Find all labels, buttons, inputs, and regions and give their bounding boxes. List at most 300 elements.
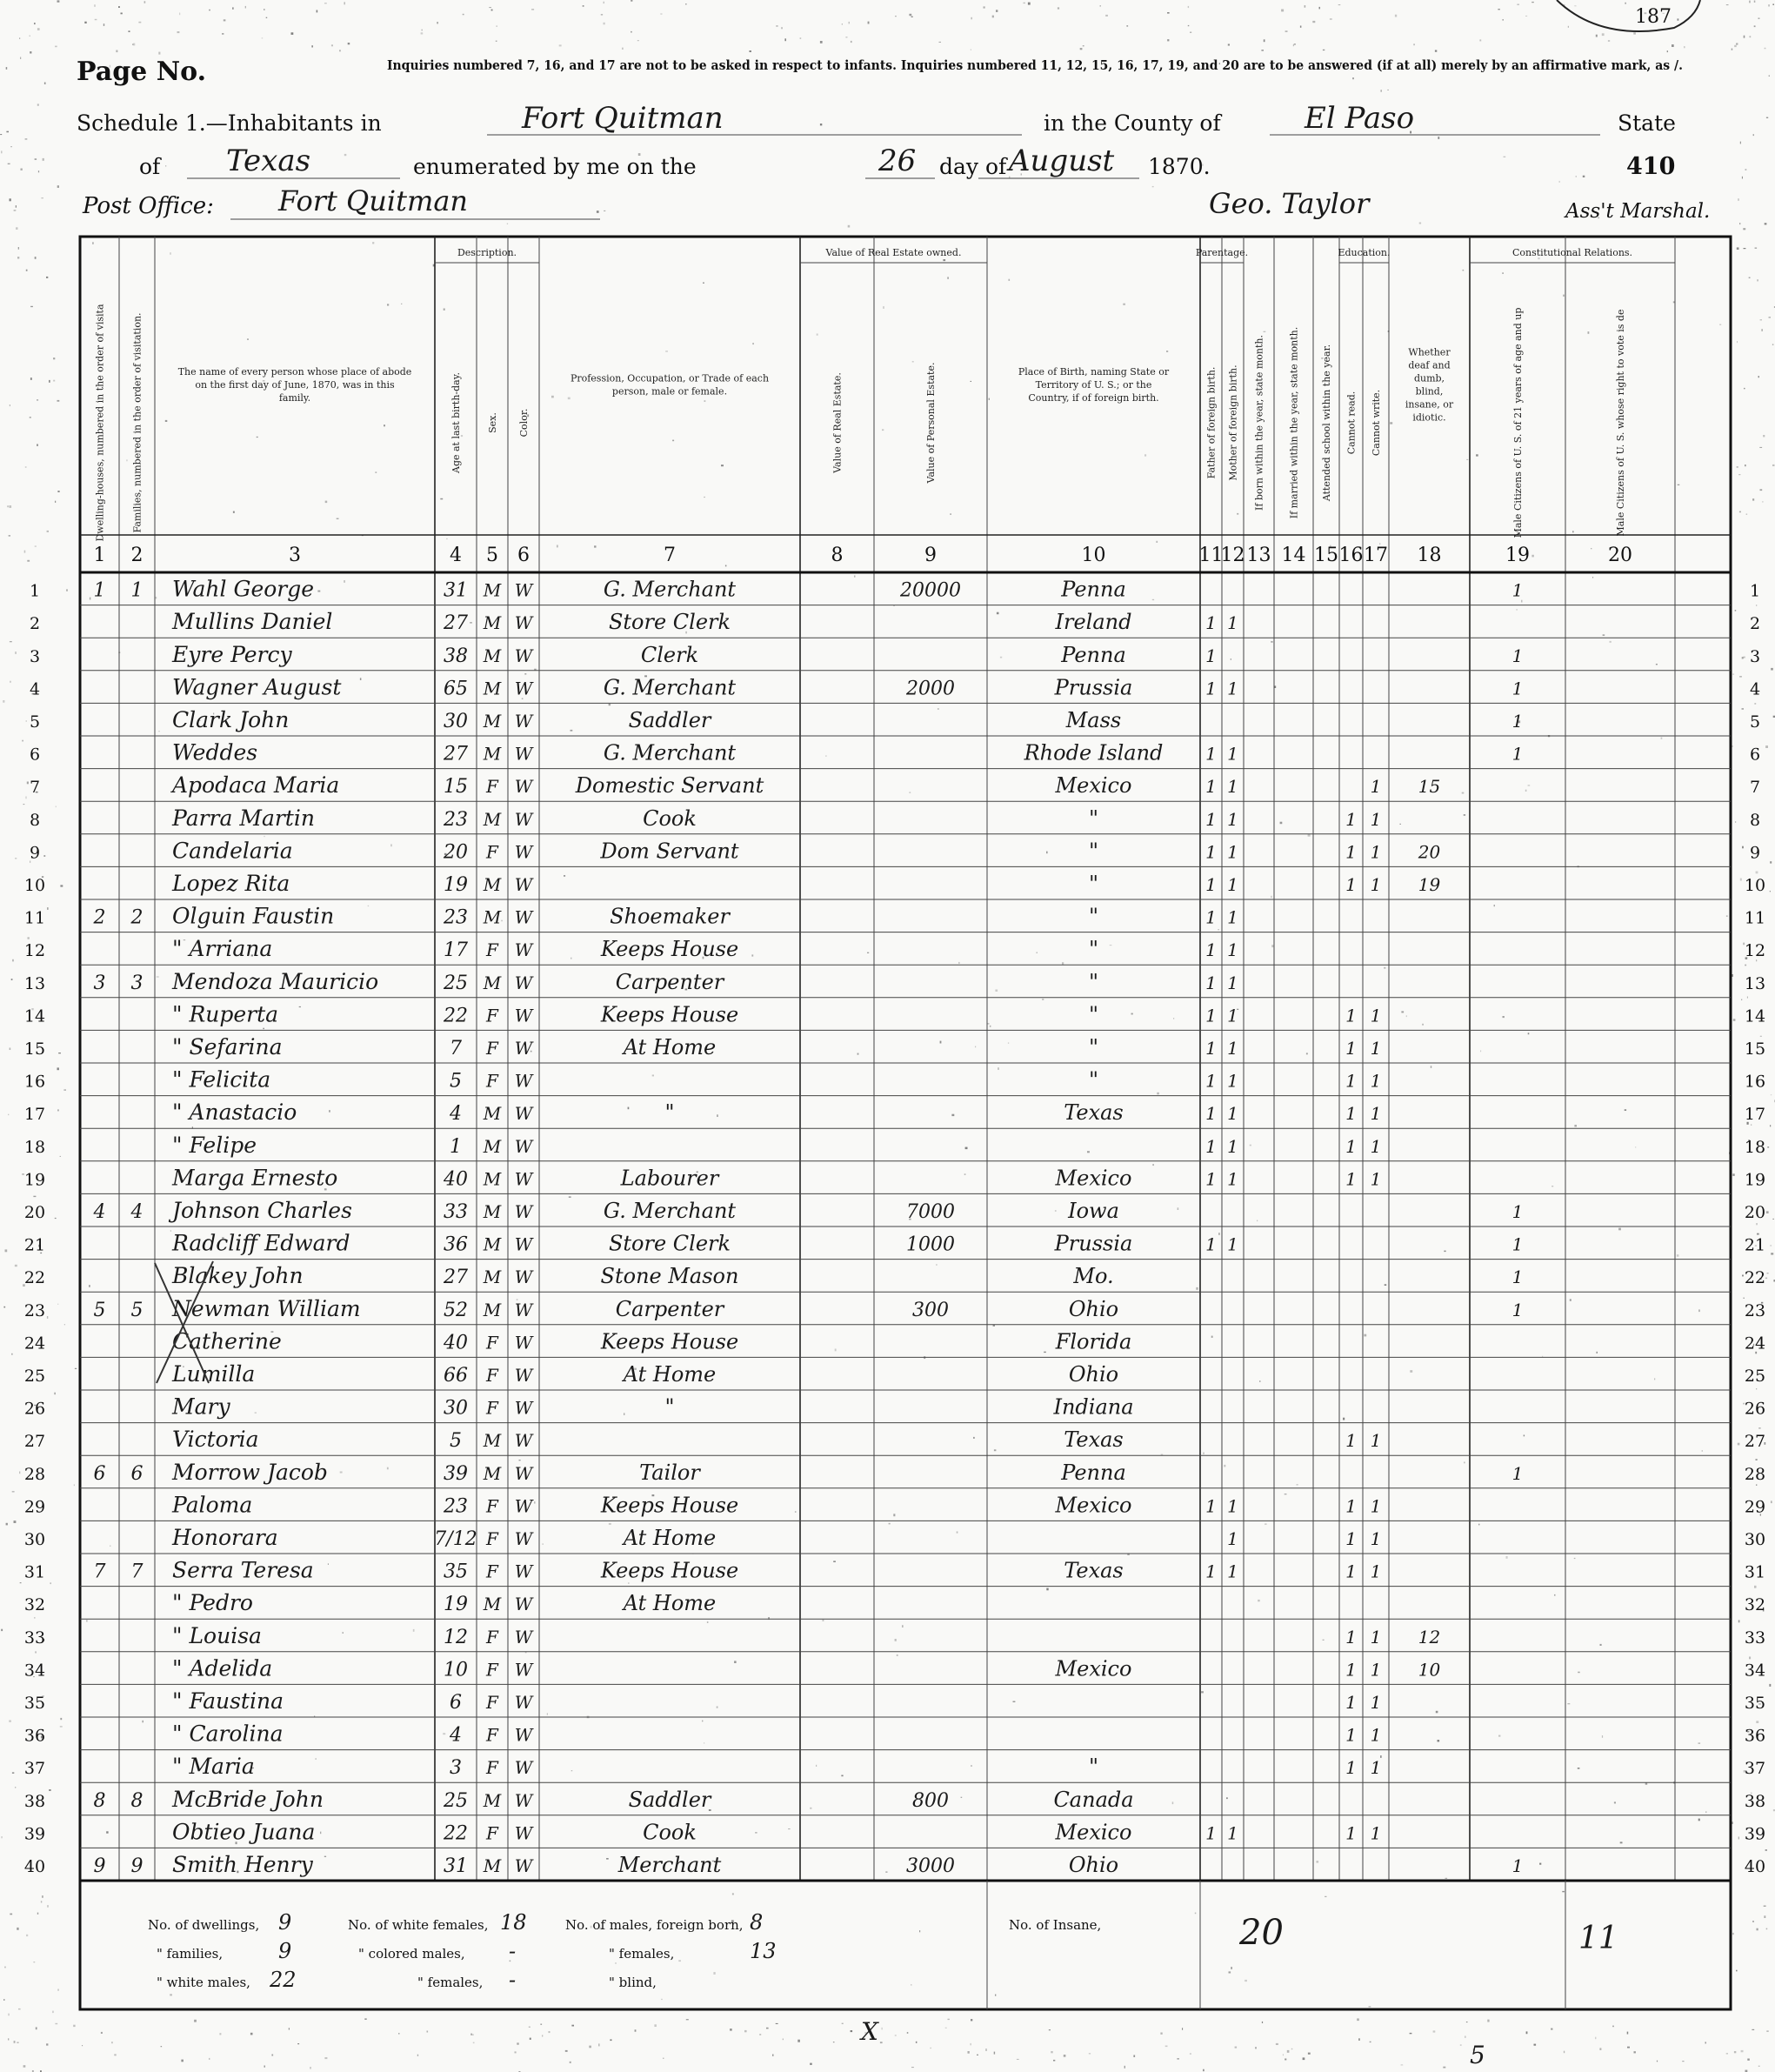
cell-c19: 1 [1511,1201,1524,1222]
cell-color: W [514,1594,533,1615]
cell-fo: 1 [1205,1005,1217,1026]
cell-c16: 1 [1345,1430,1357,1452]
line-number-left: 9 [29,843,41,863]
cell-age: 39 [444,1462,468,1485]
line-number-left: 3 [29,646,41,666]
cell-c19: 1 [1511,678,1524,699]
colored-males-label: " colored males, [358,1946,465,1962]
cell-birth: Mexico [1055,1820,1132,1845]
cell-c17: 1 [1370,1005,1382,1026]
cell-sex: F [486,1561,498,1582]
column-header-20: Male Citizens of U. S. whose right to vote is de [1615,309,1626,537]
column-header-18-line: deaf and [1408,359,1451,371]
cell-age: 30 [444,1397,468,1420]
column-number-3: 3 [289,545,301,566]
column-number-13: 13 [1246,545,1271,566]
line-number-left: 16 [23,1072,46,1092]
column-header-11: Father of foreign birth. [1205,366,1218,479]
cell-age: 7 [450,1038,462,1059]
cell-c19: 1 [1511,1855,1524,1876]
line-number-left: 8 [29,810,41,830]
cell-birth: Texas [1064,1427,1124,1453]
cell-mo: 1 [1227,1103,1238,1125]
cell-name: Lopez Rita [172,871,290,896]
cell-birth: Ireland [1055,610,1132,635]
cell-occ: G. Merchant [603,577,737,602]
cell-c17: 1 [1370,874,1382,895]
cell-color: W [514,1201,533,1222]
cell-mo: 1 [1227,1561,1238,1582]
column-header-8: Value of Real Estate. [831,372,844,473]
cell-c18: 15 [1418,776,1441,798]
line-number-left: 24 [23,1333,46,1353]
column-header-18-line: blind, [1415,385,1444,398]
cell-birth: Texas [1064,1100,1124,1126]
cell-sex: M [483,808,502,830]
column-header-18-line: dumb, [1413,372,1445,384]
cell-name: " Anastacio [172,1099,297,1126]
cell-name: Eyre Percy [172,641,292,667]
cell-age: 10 [444,1659,468,1681]
cell-occ: Stone Mason [600,1264,739,1289]
cell-age: 12 [444,1626,468,1648]
cell-c19: 1 [1511,579,1524,601]
cell-c16: 1 [1345,874,1357,895]
cell-age: 1 [450,1135,462,1158]
cell-birth: Ohio [1068,1362,1119,1387]
cell-name: Candelaria [172,838,293,864]
cell-age: 23 [444,906,468,929]
cell-fo: 1 [1205,972,1217,993]
cell-color: W [514,1430,533,1452]
line-number-right: 8 [1749,810,1761,830]
cell-sex: M [483,1267,502,1288]
cell-age: 31 [444,1855,468,1877]
line-number-left: 5 [29,712,41,732]
line-number-right: 11 [1744,908,1766,928]
cell-occ: At Home [623,1035,717,1059]
cell-occ: At Home [623,1591,717,1616]
column-header-10-line: Place of Birth, naming State or [1018,366,1170,378]
cell-color: W [514,1855,533,1876]
cell-sex: M [483,612,502,634]
cell-mo: 1 [1227,776,1238,798]
cell-birth: Florida [1055,1329,1132,1354]
cell-c17: 1 [1370,1495,1382,1517]
cell-mo: 1 [1227,678,1238,699]
column-header-13: If born within the year, state month. [1253,335,1265,511]
cell-fam: 4 [130,1201,143,1223]
cell-age: 17 [444,939,468,962]
line-number-right: 34 [1744,1661,1766,1681]
line-number-left: 19 [23,1170,46,1190]
cell-birth: " [1088,1035,1099,1059]
cell-c17: 1 [1370,1168,1382,1190]
cell-name: " Maria [172,1754,255,1780]
cell-fo: 1 [1205,776,1217,798]
cell-color: W [514,1135,533,1157]
cell-sex: M [483,1789,502,1811]
cell-name: Johnson Charles [172,1198,352,1223]
cell-sex: M [483,1462,502,1484]
cell-occ: Carpenter [615,1296,724,1321]
cell-fam: 2 [130,906,143,929]
cell-name: Mary [172,1394,230,1420]
white-females-value: 18 [500,1910,527,1935]
enumerated-label: enumerated by me on the [413,154,697,179]
white-males-label: " white males, [157,1975,250,1990]
cell-mo: 1 [1227,906,1238,928]
line-number-right: 30 [1744,1530,1766,1549]
cell-age: 19 [444,874,468,896]
cell-sex: M [483,579,502,601]
cell-color: W [514,939,533,961]
bottom-x-mark: X [861,2017,878,2046]
cell-c16: 1 [1345,841,1357,863]
cell-fo: 1 [1205,612,1217,634]
cell-color: W [514,645,533,666]
cell-age: 22 [444,1005,468,1027]
line-number-right: 21 [1744,1235,1766,1255]
cell-mo: 1 [1227,874,1238,895]
cell-fo: 1 [1205,1822,1217,1844]
cell-age: 52 [444,1299,468,1321]
cell-c19: 1 [1511,1299,1524,1320]
cell-c19: 1 [1511,1233,1524,1255]
cell-pers: 3000 [906,1855,955,1877]
line-number-left: 23 [23,1300,46,1320]
foreign-males-value: 8 [750,1910,764,1935]
column-number-5: 5 [486,545,498,566]
cell-sex: F [486,1692,498,1713]
cell-c16: 1 [1345,1822,1357,1844]
cell-c17: 1 [1370,1038,1382,1059]
cell-name: Blakey John [172,1263,304,1289]
line-number-right: 6 [1749,745,1761,765]
cell-color: W [514,1462,533,1484]
cell-name: Radcliff Edward [172,1230,350,1256]
tally-20: 20 [1239,1913,1284,1953]
cell-sex: M [483,1855,502,1876]
cell-occ: Cook [643,1820,697,1845]
marshal-label: Ass't Marshal. [1565,200,1711,223]
line-number-right: 9 [1749,843,1761,863]
cell-fo: 1 [1205,808,1217,830]
cell-c19: 1 [1511,1462,1524,1484]
line-number-right: 28 [1744,1464,1766,1484]
cell-color: W [514,1724,533,1746]
cell-sex: M [483,1103,502,1125]
cell-occ: Clerk [640,642,699,667]
cell-age: 33 [444,1201,468,1223]
cell-birth: Prussia [1054,675,1133,700]
line-number-left: 30 [23,1530,46,1549]
cell-occ: Keeps House [600,1329,739,1354]
line-number-left: 2 [29,614,41,634]
cell-occ: " [664,1394,675,1420]
line-number-right: 18 [1744,1137,1766,1157]
cell-c17: 1 [1370,776,1382,798]
line-number-right: 35 [1744,1694,1766,1713]
county-value: El Paso [1305,101,1415,136]
cell-dw: 1 [93,579,106,602]
cell-name: " Sefarina [172,1034,283,1059]
cell-name: Victoria [172,1427,259,1453]
cell-c16: 1 [1345,1005,1357,1026]
group-header-education: Education. [1338,247,1391,258]
line-number-right: 25 [1744,1367,1766,1386]
column-number-10: 10 [1081,545,1106,566]
cell-age: 27 [444,1267,468,1289]
cell-sex: M [483,1168,502,1190]
cell-c16: 1 [1345,1692,1357,1713]
cell-dw: 9 [93,1855,106,1877]
line-number-left: 10 [23,876,46,895]
cell-sex: F [486,1332,498,1353]
column-header-6: Color. [518,408,530,438]
cell-color: W [514,906,533,928]
cell-color: W [514,1789,533,1811]
cell-c18: 19 [1418,874,1441,895]
line-number-left: 12 [23,941,46,961]
line-number-right: 10 [1744,876,1766,895]
cell-birth: " [1088,904,1099,929]
line-number-left: 29 [23,1497,46,1517]
cell-color: W [514,1757,533,1779]
cell-birth: Indiana [1053,1394,1134,1420]
cell-c16: 1 [1345,1724,1357,1746]
cell-mo: 1 [1227,1005,1238,1026]
foreign-males-label: No. of males, foreign born, [565,1917,744,1933]
line-number-right: 31 [1744,1562,1766,1582]
schedule-label: Schedule 1.—Inhabitants in [77,110,382,136]
column-number-16: 16 [1338,545,1364,566]
cell-c16: 1 [1345,1070,1357,1092]
line-number-left: 26 [23,1399,46,1419]
column-header-19: Male Citizens of U. S. of 21 years of age and up [1512,307,1524,538]
day-value: 26 [878,144,917,178]
line-number-right: 32 [1744,1595,1766,1615]
line-number-right: 12 [1744,941,1766,961]
column-header-14: If married within the year, state month. [1288,326,1300,519]
column-header-18-line: Whether [1408,346,1451,358]
cell-mo: 1 [1227,939,1238,961]
stamp-number: 410 [1626,153,1676,180]
line-number-left: 39 [23,1824,46,1844]
cell-c18: 20 [1418,841,1441,863]
cell-c17: 1 [1370,1724,1382,1746]
column-number-12: 12 [1220,545,1245,566]
cell-name: Paloma [172,1492,253,1518]
line-number-left: 40 [23,1857,46,1876]
year-value: 1870. [1148,154,1211,179]
cell-fam: 9 [130,1855,143,1877]
cell-mo: 1 [1227,972,1238,993]
cell-name: Marga Ernesto [172,1165,338,1191]
cell-mo: 1 [1227,1070,1238,1092]
cell-fo: 1 [1205,678,1217,699]
day-label: day of [939,154,1007,179]
cell-color: W [514,1070,533,1092]
cell-occ: Saddler [628,708,711,732]
cell-occ: G. Merchant [603,1199,737,1223]
cell-age: 27 [444,743,468,765]
cell-birth: Rhode Island [1024,740,1164,765]
cell-c19: 1 [1511,645,1524,666]
column-header-3-line: The name of every person whose place of abode [177,366,412,378]
bottom-number: 5 [1470,2041,1485,2069]
cell-sex: F [486,1365,498,1386]
cell-color: W [514,743,533,765]
cell-name: Obtieo Juana [172,1819,316,1845]
state-label: State [1618,110,1676,136]
cell-color: W [514,808,533,830]
cell-occ: G. Merchant [603,675,737,700]
cell-birth: " [1088,969,1099,994]
cell-dw: 4 [93,1201,106,1223]
line-number-left: 4 [29,679,41,699]
cell-occ: Keeps House [600,937,739,962]
column-header-18-line: idiotic. [1412,411,1446,424]
cell-name: Weddes [172,739,258,765]
cell-occ: Store Clerk [608,610,731,635]
line-number-right: 24 [1744,1333,1766,1353]
line-number-right: 37 [1744,1759,1766,1779]
cell-age: 40 [444,1332,468,1354]
cell-birth: Iowa [1068,1199,1119,1223]
line-number-right: 2 [1749,614,1761,634]
cell-mo: 1 [1227,1135,1238,1157]
cell-birth: Penna [1061,577,1126,602]
column-number-18: 18 [1417,545,1442,566]
cell-sex: F [486,1757,498,1779]
cell-pers: 7000 [906,1201,955,1223]
cell-birth: Prussia [1054,1231,1133,1256]
group-header-constitutional: Constitutional Relations. [1511,247,1633,258]
instruction-note: Inquiries numbered 7, 16, and 17 are not to be asked in respect to infants. Inquiries numbered 11, 12, 15, 16, 17, 19, and 20 are to be answered (if at all) merely by an affirmative mark, as /. [387,57,1683,73]
post-office-value: Fort Quitman [278,184,469,217]
group-header-parentage: Parentage. [1195,247,1249,258]
cell-occ: Keeps House [600,1558,739,1583]
cell-occ: Keeps House [600,1493,739,1518]
line-number-left: 7 [29,778,41,798]
cell-age: 31 [444,579,468,602]
line-number-left: 1 [29,581,41,601]
column-header-10-line: Country, if of foreign birth. [1028,392,1159,404]
cell-sex: F [486,1070,498,1092]
place-value: Fort Quitman [522,101,724,136]
column-number-7: 7 [664,545,676,566]
cell-age: 66 [444,1365,468,1387]
cell-color: W [514,612,533,634]
column-number-14: 14 [1281,545,1306,566]
cell-age: 36 [444,1233,468,1256]
cell-name: McBride John [172,1786,324,1812]
cell-sex: F [486,1005,498,1026]
cell-dw: 6 [93,1462,106,1485]
cell-color: W [514,1038,533,1059]
corner-number: 187 [1635,6,1672,28]
column-header-18-line: insane, or [1405,398,1454,411]
tally-11: 11 [1578,1921,1618,1956]
cell-sex: F [486,1495,498,1517]
cell-c19: 1 [1511,1267,1524,1288]
cell-sex: F [486,776,498,798]
cell-fo: 1 [1205,1135,1217,1157]
cell-dw: 8 [93,1789,106,1812]
line-number-right: 15 [1744,1039,1766,1059]
cell-c16: 1 [1345,1495,1357,1517]
families-label: " families, [157,1946,224,1962]
cell-color: W [514,1267,533,1288]
dwellings-label: No. of dwellings, [148,1917,260,1933]
cell-age: 23 [444,1495,468,1518]
column-header-17: Cannot write. [1371,389,1382,457]
cell-birth: Canada [1053,1787,1134,1812]
cell-c17: 1 [1370,1757,1382,1779]
column-number-9: 9 [924,545,937,566]
line-number-right: 26 [1744,1399,1766,1419]
cell-birth: Ohio [1068,1853,1119,1877]
cell-occ: Tailor [639,1460,700,1485]
column-header-16: Cannot read. [1345,391,1358,455]
foreign-females-value: 13 [750,1939,777,1963]
cell-sex: M [483,1594,502,1615]
month-value: August [1009,144,1115,178]
cell-occ: At Home [623,1362,717,1387]
cell-name: " Felipe [172,1132,257,1158]
cell-occ: Cook [643,805,697,831]
line-number-right: 33 [1744,1628,1766,1648]
cell-fo: 1 [1205,1233,1217,1255]
cell-fo: 1 [1205,841,1217,863]
cell-sex: F [486,1397,498,1419]
column-number-15: 15 [1314,545,1338,566]
cell-c16: 1 [1345,1135,1357,1157]
cell-occ: Labourer [620,1166,719,1191]
cell-mo: 1 [1227,612,1238,634]
cell-occ: Merchant [617,1853,722,1877]
cell-age: 4 [450,1103,462,1126]
cell-c17: 1 [1370,1070,1382,1092]
cell-color: W [514,1659,533,1681]
marshal-signature: Geo. Taylor [1209,187,1370,220]
cell-c17: 1 [1370,841,1382,863]
cell-name: Wagner August [172,674,342,700]
line-number-right: 36 [1744,1726,1766,1746]
cell-occ: At Home [623,1526,717,1550]
cell-name: Wahl George [172,576,315,602]
column-number-6: 6 [517,545,530,566]
cell-mo: 1 [1227,1528,1238,1549]
column-header-15: Attended school within the year. [1321,344,1332,502]
cell-sex: M [483,1201,502,1222]
cell-color: W [514,841,533,863]
cell-age: 35 [444,1561,468,1583]
column-number-1: 1 [93,545,106,566]
cell-name: Clark John [172,707,290,732]
cell-fam: 8 [130,1789,143,1812]
cell-c16: 1 [1345,1659,1357,1681]
cell-age: 7/12 [434,1528,477,1550]
cell-color: W [514,1561,533,1582]
cell-birth: Penna [1061,642,1126,667]
column-number-8: 8 [831,545,844,566]
cell-birth: Penna [1061,1460,1126,1485]
column-number-19: 19 [1505,545,1530,566]
cell-fam: 5 [130,1299,143,1321]
column-header-3-line: family. [278,392,311,404]
